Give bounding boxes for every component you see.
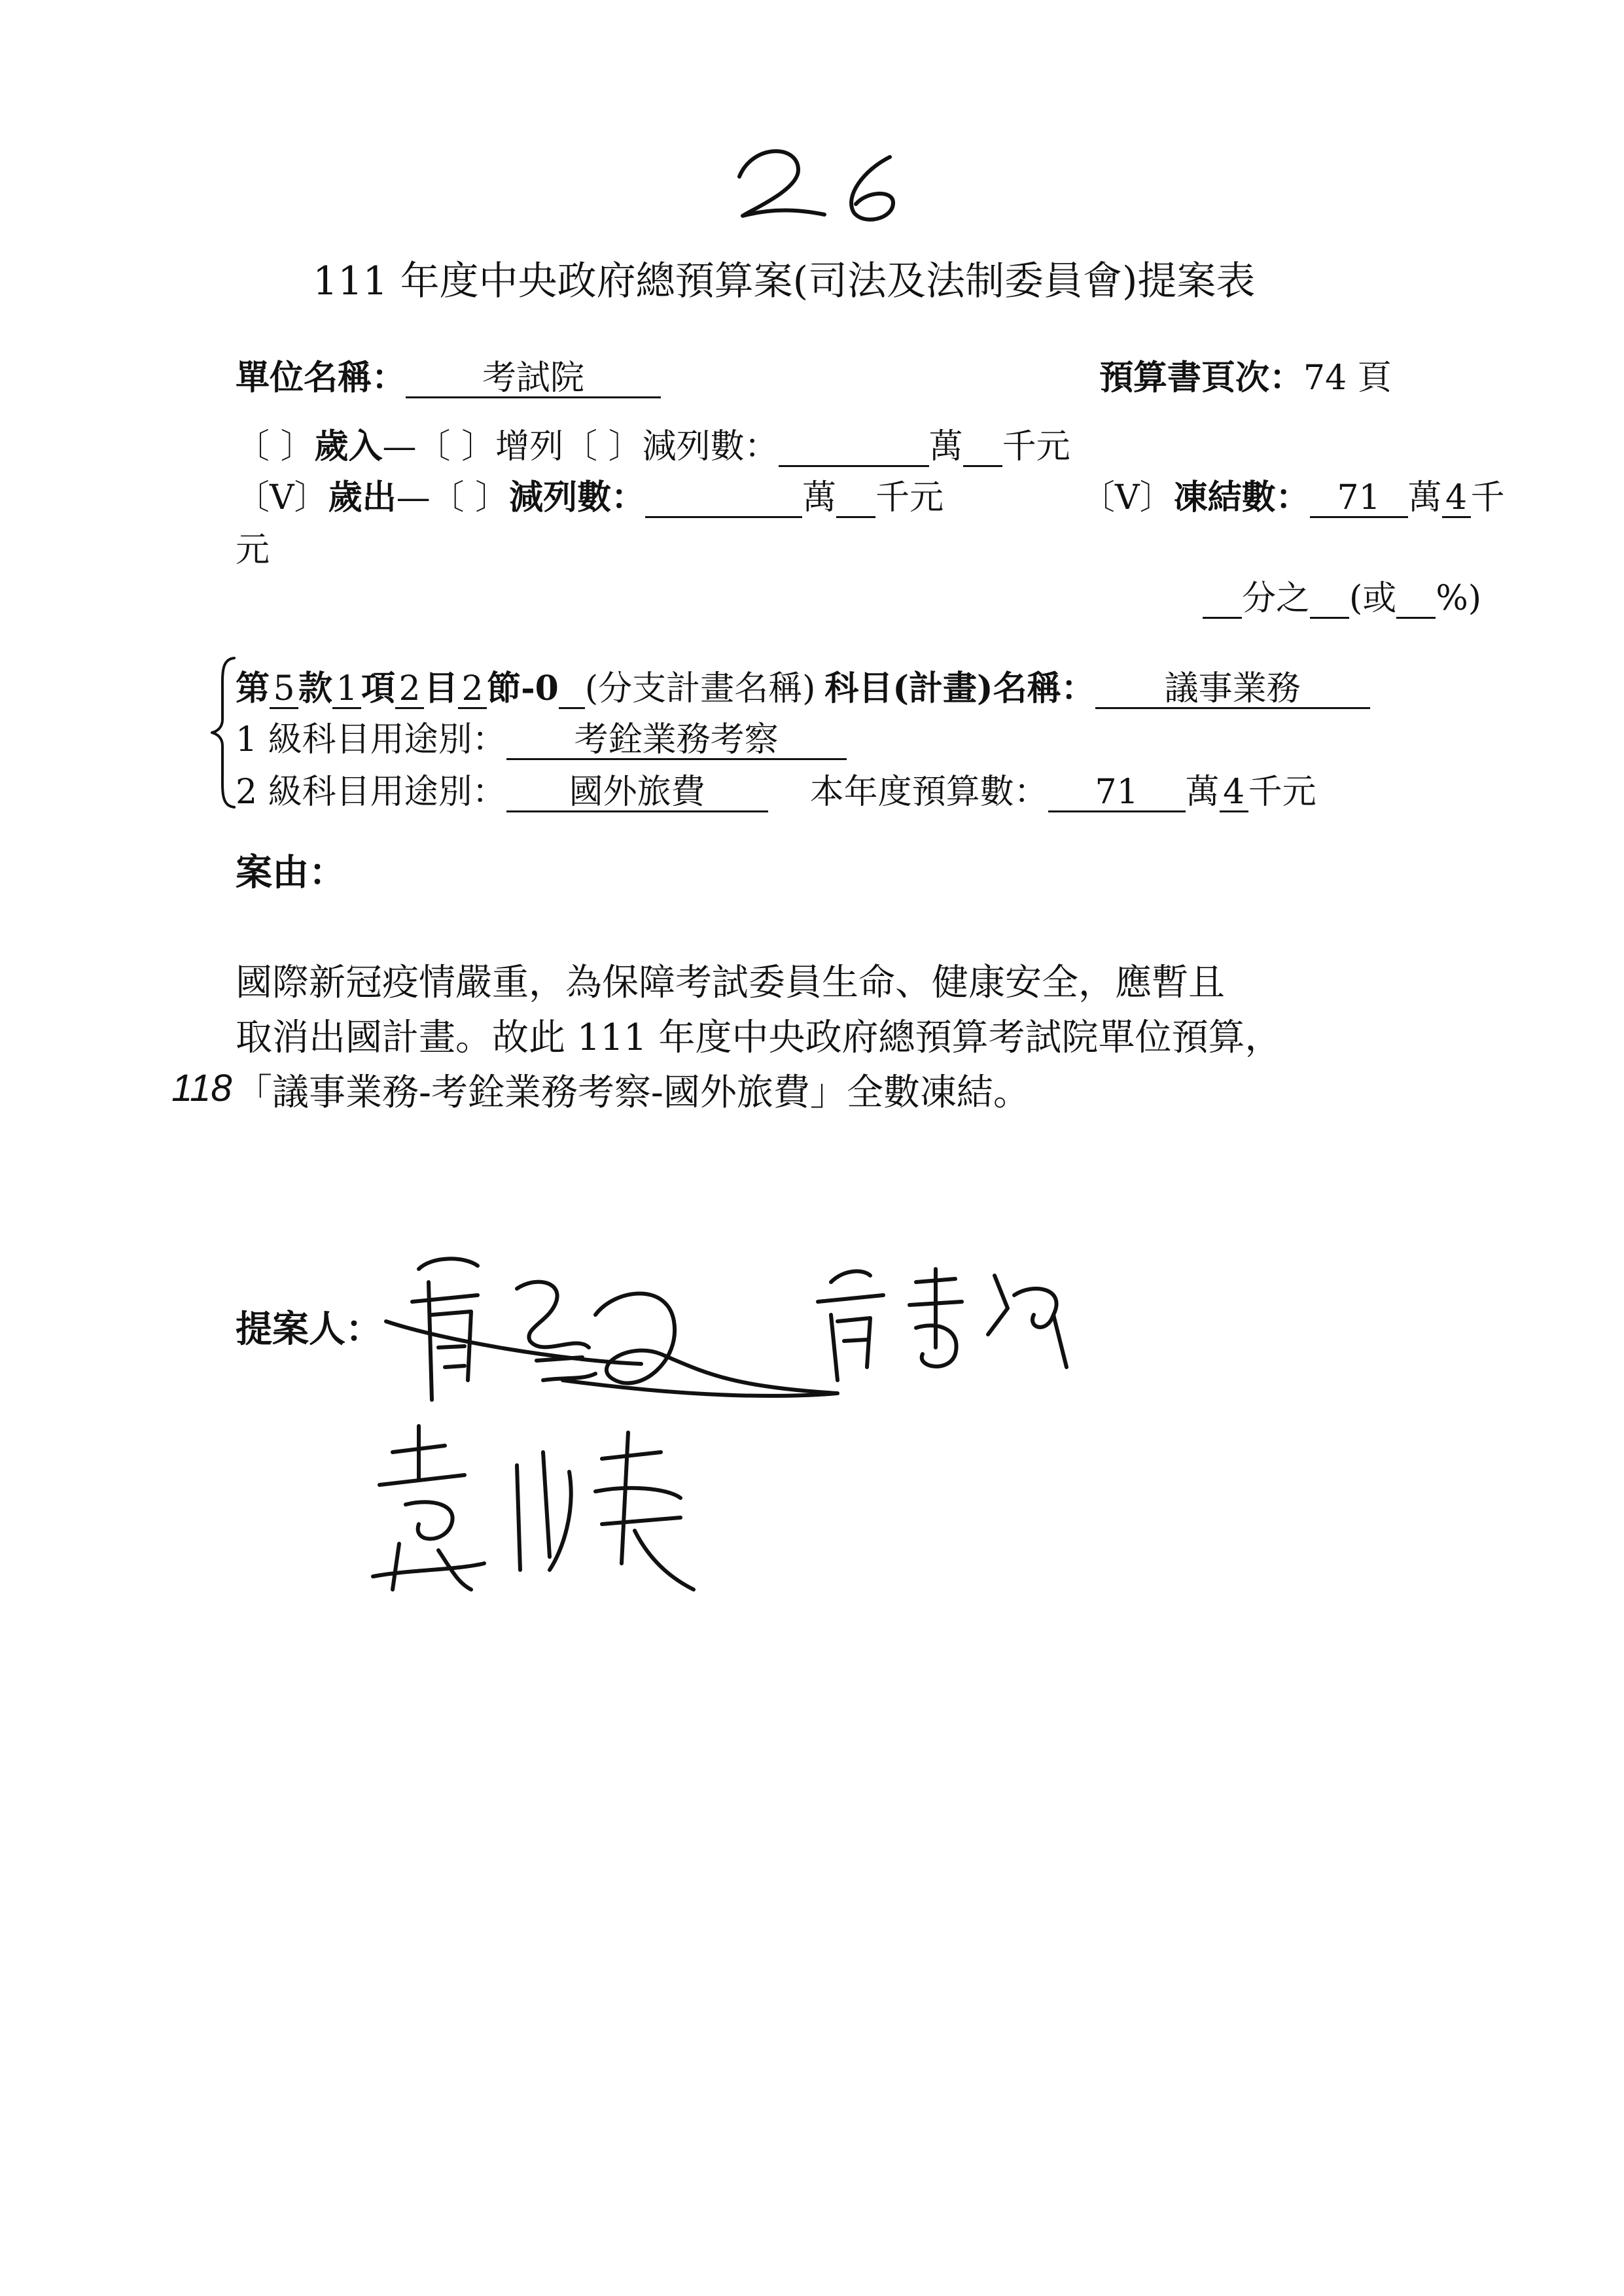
current-budget-wan-value: 71	[1048, 774, 1186, 812]
item-line-1	[236, 661, 1370, 710]
reason-line-2: 取消出國計畫。故此 111 年度中央政府總預算考試院單位預算，	[236, 1017, 1282, 1059]
expenditure-wan: 萬	[802, 478, 837, 517]
fraction-line	[1203, 570, 1481, 619]
kuan-value: 5	[270, 671, 298, 709]
level2-value: 國外旅費	[506, 774, 768, 812]
revenue-label: 歲入	[314, 426, 383, 466]
reason-line-1: 國際新冠疫情嚴重，為保障考試委員生命、健康安全，應暫且	[236, 962, 1225, 1004]
freeze-qian: 千	[1470, 478, 1505, 517]
revenue-wan: 萬	[928, 427, 963, 466]
expenditure-decrease-box: 〔 〕	[430, 478, 510, 517]
jie-value: 2	[458, 671, 487, 709]
kuan-prefix: 第	[236, 669, 270, 708]
expenditure-box: 〔V〕	[236, 478, 328, 517]
reason-label: 案由：	[236, 851, 345, 894]
freeze-row	[1081, 470, 1505, 519]
subject-label: 科目(計畫)名稱：	[824, 669, 1095, 708]
kuan-label: 款	[298, 669, 333, 708]
proposer-label: 提案人：	[236, 1308, 382, 1351]
form-title: 111 年度中央政府總預算案(司法及法制委員會)提案表	[313, 258, 1256, 304]
revenue-line	[236, 419, 1070, 468]
expenditure-line	[236, 470, 944, 519]
expenditure-amount-blank	[645, 480, 802, 518]
fraction-pct: %)	[1436, 579, 1482, 618]
expenditure-decrease-label: 減列數：	[509, 478, 646, 517]
subject-value: 議事業務	[1095, 671, 1370, 709]
branch-blank	[559, 671, 585, 709]
current-budget-qian-value: 4	[1220, 774, 1248, 812]
freeze-box: 〔V〕	[1081, 478, 1174, 517]
fraction-fenzhi: 分之	[1242, 579, 1311, 618]
branch-label: (分支計畫名稱)	[584, 669, 816, 708]
expenditure-qianyuan: 千元	[875, 478, 944, 517]
revenue-dash: —	[382, 427, 417, 466]
fraction-blank-1	[1203, 581, 1242, 619]
jie-label: 節-0	[487, 669, 559, 708]
freeze-qian-value: 4	[1442, 480, 1471, 518]
unit-label: 單位名稱：	[236, 358, 406, 398]
unit-row	[236, 350, 661, 399]
expenditure-label: 歲出	[328, 478, 397, 517]
budget-page-value: 74	[1303, 358, 1347, 398]
fraction-or: (或	[1349, 579, 1397, 618]
item-line-3	[236, 764, 1316, 813]
xiang-label: 項	[361, 669, 396, 708]
mu-label: 目	[424, 669, 459, 708]
xiang-value: 1	[332, 671, 361, 709]
fraction-blank-2	[1310, 581, 1349, 619]
freeze-wrap-yuan: 元	[236, 531, 270, 570]
budget-page-row	[1099, 350, 1392, 399]
current-budget-wan: 萬	[1185, 773, 1220, 812]
increase-box: 〔 〕	[416, 427, 496, 466]
current-budget-qianyuan: 千元	[1248, 773, 1316, 812]
expenditure-dash: —	[396, 478, 431, 517]
current-budget-label: 本年度預算數：	[809, 773, 1048, 812]
level1-value: 考銓業務考察	[506, 722, 847, 760]
revenue-qianyuan: 千元	[1002, 427, 1070, 466]
revenue-amount-blank	[779, 429, 929, 467]
signature-1	[366, 1230, 864, 1439]
reason-line-3: 「議事業務-考銓業務考察-國外旅費」全數凍結。	[236, 1071, 1030, 1114]
revenue-box: 〔 〕	[236, 427, 315, 466]
handwritten-page-number	[726, 131, 923, 229]
budget-page-unit: 頁	[1357, 358, 1392, 398]
fraction-blank-3	[1396, 581, 1436, 619]
freeze-label: 凍結數：	[1173, 478, 1310, 517]
freeze-wan: 萬	[1407, 478, 1442, 517]
increase-label: 增列	[495, 427, 564, 466]
decrease-box: 〔 〕	[563, 427, 643, 466]
margin-note-number: 118	[171, 1067, 232, 1109]
decrease-label: 減列數：	[642, 427, 779, 466]
freeze-wan-value: 71	[1310, 480, 1408, 518]
level2-label: 2 級科目用途別：	[236, 773, 506, 812]
unit-value: 考試院	[406, 360, 661, 398]
mu-value: 2	[395, 671, 424, 709]
level1-label: 1 級科目用途別：	[236, 720, 506, 759]
revenue-qian-blank	[963, 429, 1002, 467]
expenditure-qian-blank	[836, 480, 875, 518]
signature-3	[353, 1413, 759, 1609]
item-line-2	[236, 712, 847, 761]
signature-2	[805, 1256, 1093, 1393]
budget-page-label: 預算書頁次：	[1099, 358, 1304, 398]
